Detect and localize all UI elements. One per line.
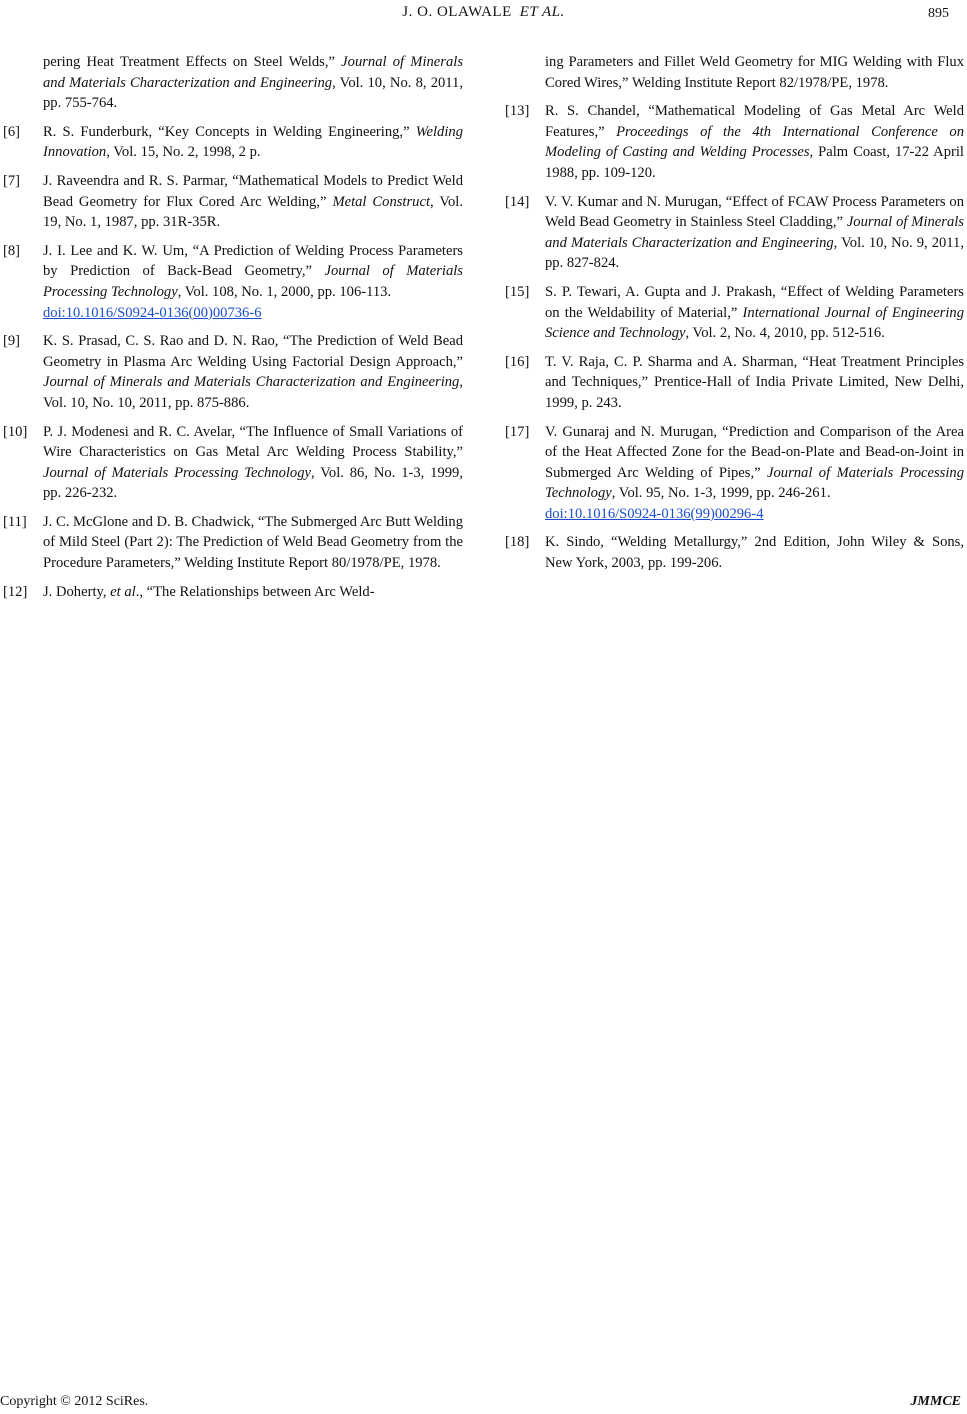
reference-continuation [505, 52, 964, 93]
reference-text: V. Gunaraj and N. Murugan, “Prediction and Comparison of the Area of the Heat Affected Zone for the Bead-on-Plate and Bead-on-Joint in Submerged Arc Welding of Pipes,” [545, 423, 964, 481]
doi-link[interactable]: doi:10.1016/S0924-0136(00)00736-6 [43, 304, 262, 321]
reference-details: , Vol. 86, No. 1-3, 1999, pp. 226-232. [43, 464, 463, 502]
reference-number: [14] [505, 193, 530, 210]
reference-entry [0, 512, 463, 574]
reference-text: pering Heat Treatment Effects on Steel Welds,” [43, 54, 342, 70]
reference-entry [505, 101, 964, 183]
reference-details: , Vol. 10, No. 10, 2011, pp. 875-886. [43, 374, 463, 411]
reference-entry [505, 422, 964, 525]
reference-entry [0, 122, 463, 163]
reference-number: [12] [3, 583, 28, 600]
reference-number: [10] [3, 423, 28, 440]
reference-number: [13] [505, 103, 530, 120]
reference-entry [0, 171, 463, 233]
reference-text: R. S. Chandel, “Mathematical Modeling of Gas Metal Arc Weld Features,” [545, 103, 964, 140]
reference-details: , Vol. 2, No. 4, 2010, pp. 512-516. [685, 325, 885, 342]
et-al: ET AL. [519, 4, 565, 20]
reference-number: [11] [3, 513, 27, 530]
reference-entry [0, 241, 463, 323]
reference-entry [505, 532, 964, 573]
reference-number: [15] [505, 283, 530, 300]
reference-details: , Palm Coast, 17-22 April 1988, pp. 109-120. [545, 144, 964, 181]
reference-details: , Vol. 10, No. 8, 2011, pp. 755-764. [43, 74, 463, 112]
reference-text: P. J. Modenesi and R. C. Avelar, “The Influence of Small Variations of Wire Characteristics on Gas Metal Arc Welding Process Stability,” [43, 423, 463, 461]
reference-number: [9] [3, 333, 21, 350]
reference-number: [16] [505, 353, 530, 370]
reference-entry [0, 422, 463, 504]
reference-text: V. V. Kumar and N. Murugan, “Effect of FCAW Process Parameters on Weld Bead Geometry in Stainless Steel Cladding,” [545, 193, 964, 231]
reference-text: K. S. Prasad, C. S. Rao and D. N. Rao, “The Prediction of Weld Bead Geometry in Plasma Arc Welding Using Factorial Design Approach,” [43, 333, 463, 370]
reference-details: , Vol. 19, No. 1, 1987, pp. 31R-35R. [43, 193, 463, 231]
reference-entry [0, 582, 463, 603]
reference-text: J. Doherty, [43, 583, 111, 600]
reference-text: ing Parameters and Fillet Weld Geometry for MIG Welding with Flux Cored Wires,” Welding Institute Report 82/1978/PE, 1978. [545, 54, 964, 91]
page-number: 895 [928, 6, 949, 21]
reference-journal: Welding Innovation [43, 123, 463, 161]
reference-number: [7] [3, 172, 21, 189]
reference-text: J. Raveendra and R. S. Parmar, “Mathematical Models to Predict Weld Bead Geometry for Flux Cored Arc Welding,” [43, 172, 463, 210]
reference-entry [505, 282, 964, 344]
reference-text: T. V. Raja, C. P. Sharma and A. Sharman, “Heat Treatment Principles and Techniques,” Prentice-Hall of India Private Limited, New Delhi, 1999, p. 243. [545, 353, 964, 411]
reference-entry [505, 352, 964, 414]
reference-journal: Journal of Minerals and Materials Characterization and Engineering [43, 54, 463, 91]
reference-journal: Journal of Minerals and Materials Characterization and Engineering [545, 214, 964, 251]
running-head-authors [0, 4, 967, 21]
reference-journal: Journal of Minerals and Materials Characterization and Engineering [43, 374, 460, 391]
reference-journal: Metal Construct [332, 193, 430, 210]
reference-text: S. P. Tewari, A. Gupta and J. Prakash, “Effect of Welding Parameters on the Weldability of Material,” [545, 283, 964, 321]
reference-entry [0, 331, 463, 413]
page-header [0, 0, 967, 30]
reference-number: [18] [505, 534, 530, 551]
reference-text: J. I. Lee and K. W. Um, “A Prediction of Welding Process Parameters by Prediction of Back-Bead Geometry,” [43, 242, 463, 280]
reference-details: , Vol. 95, No. 1-3, 1999, pp. 246-261. [611, 485, 831, 502]
reference-journal: et al [110, 583, 136, 600]
reference-text: R. S. Funderburk, “Key Concepts in Welding Engineering,” [43, 123, 416, 140]
reference-journal: Proceedings of the 4th International Conference on Modeling of Casting and Welding Processes [545, 123, 964, 161]
journal-abbreviation: JMMCE [910, 1394, 961, 1409]
reference-text: J. C. McGlone and D. B. Chadwick, “The Submerged Arc Butt Welding of Mild Steel (Part 2): The Prediction of Weld Bead Geometry from the Procedure Parameters,” Welding Institute Report 80/1978/PE, 1978. [43, 513, 463, 572]
reference-entry [505, 192, 964, 274]
reference-number: [17] [505, 423, 530, 440]
reference-number: [8] [3, 242, 21, 259]
page-footer [0, 1392, 967, 1414]
author-name: J. O. OLAWALE [402, 4, 512, 20]
reference-journal: Journal of Materials Processing Technology [43, 464, 311, 481]
right-column [505, 52, 964, 582]
reference-details: , Vol. 108, No. 1, 2000, pp. 106-113. [177, 283, 392, 300]
reference-journal: Journal of Materials Processing Technology [545, 464, 965, 502]
copyright-notice: Copyright © 2012 SciRes. [0, 1394, 149, 1409]
reference-details: ., “The Relationships between Arc Weld- [135, 583, 375, 600]
reference-details: , Vol. 10, No. 9, 2011, pp. 827-824. [545, 234, 965, 272]
reference-journal: International Journal of Engineering Science and Technology [545, 304, 964, 342]
left-column [0, 52, 463, 610]
reference-continuation [0, 52, 463, 114]
reference-journal: Journal of Materials Processing Technology [43, 263, 463, 300]
reference-details: , Vol. 15, No. 2, 1998, 2 p. [106, 144, 261, 161]
reference-text: K. Sindo, “Welding Metallurgy,” 2nd Edition, John Wiley & Sons, New York, 2003, pp. 199-206. [545, 534, 964, 572]
reference-number: [6] [3, 123, 21, 140]
doi-link[interactable]: doi:10.1016/S0924-0136(99)00296-4 [545, 505, 764, 522]
